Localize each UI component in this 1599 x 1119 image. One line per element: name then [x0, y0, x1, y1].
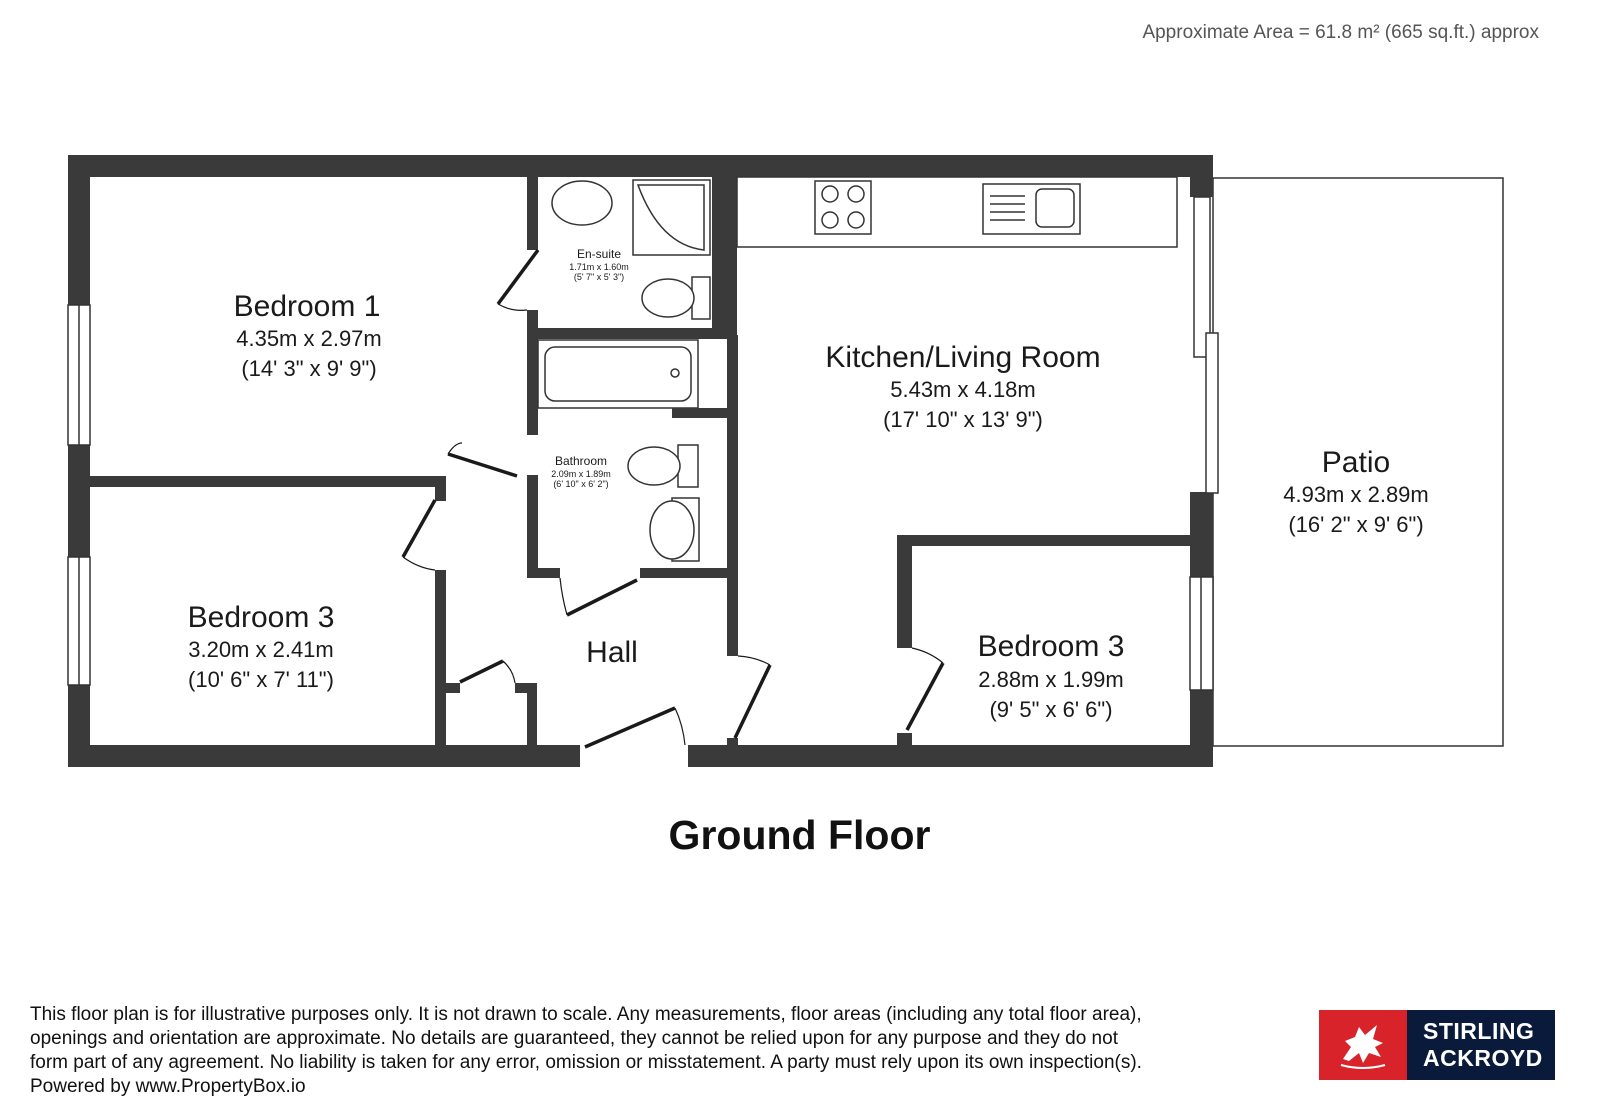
floor-title: Ground Floor	[668, 812, 931, 858]
door-bedroom3-left	[403, 500, 435, 557]
room-imperial-ensuite: (5' 7" x 5' 3")	[573, 272, 625, 282]
ensuite-fixtures	[552, 180, 710, 319]
basin-icon	[552, 181, 612, 225]
kitchen-counter	[737, 177, 1177, 247]
room-imperial-kitchen: (17' 10" x 13' 9")	[883, 407, 1043, 432]
disclaimer-line: form part of any agreement. No liability is taken for any error, omission or misstatement. A party must rely upon its own inspection(s).	[30, 1052, 1142, 1073]
kitchen-fixtures	[737, 177, 1177, 247]
room-name-bathroom: Bathroom	[554, 454, 608, 468]
door-ensuite	[498, 250, 538, 304]
logo-line2: ACKROYD	[1423, 1045, 1543, 1071]
room-name-kitchen: Kitchen/Living Room	[825, 341, 1101, 374]
disclaimer-line: openings and orientation are approximate. No details are guaranteed, they cannot be relied upon for any purpose and they do not	[30, 1028, 1118, 1049]
disclaimer-line: Powered by www.PropertyBox.io	[30, 1076, 306, 1097]
disclaimer	[30, 1003, 1295, 1099]
room-imperial-bedroom3-left: (10' 6" x 7' 11")	[188, 667, 334, 692]
room-metric-patio: 4.93m x 2.89m	[1283, 482, 1429, 507]
room-name-hall: Hall	[586, 636, 638, 669]
room-metric-bedroom3-left: 3.20m x 2.41m	[188, 637, 334, 662]
room-metric-ensuite: 1.71m x 1.60m	[569, 262, 629, 272]
door-bedroom1	[448, 454, 517, 476]
bathroom-fixtures	[538, 340, 727, 561]
room-metric-bedroom1: 4.35m x 2.97m	[236, 326, 382, 351]
room-imperial-patio: (16' 2" x 9' 6")	[1288, 512, 1424, 537]
room-name-ensuite: En-suite	[576, 247, 622, 261]
room-name-patio: Patio	[1321, 446, 1391, 479]
room-name-bedroom3-left: Bedroom 3	[187, 601, 335, 634]
room-metric-kitchen: 5.43m x 4.18m	[890, 377, 1036, 402]
door-cupboard	[460, 661, 503, 682]
door-front	[585, 708, 675, 747]
disclaimer-line: This floor plan is for illustrative purposes only. It is not drawn to scale. Any measurements, floor areas (including any total floor area),	[30, 1004, 1142, 1025]
room-imperial-bedroom1: (14' 3" x 9' 9")	[241, 356, 377, 381]
room-name-bedroom3-right: Bedroom 3	[977, 630, 1125, 663]
room-metric-bedroom3-right: 2.88m x 1.99m	[978, 667, 1124, 692]
approximate-area: Approximate Area = 61.8 m² (665 sq.ft.) approx	[1142, 22, 1539, 43]
door-kitchen	[735, 665, 770, 738]
company-logo	[1319, 1010, 1555, 1080]
dragon-icon	[1319, 1010, 1407, 1080]
toilet-cistern-icon	[678, 445, 698, 487]
door-bedroom3-right	[907, 663, 943, 730]
window-kitchen-2	[1206, 333, 1218, 493]
logo-line1: STIRLING	[1423, 1018, 1535, 1044]
toilet-icon	[642, 279, 694, 317]
room-imperial-bedroom3-right: (9' 5" x 6' 6")	[989, 697, 1113, 722]
room-metric-bathroom: 2.09m x 1.89m	[551, 469, 611, 479]
door-bathroom	[567, 580, 637, 615]
logo-wordmark	[1407, 1010, 1555, 1080]
room-name-bedroom1: Bedroom 1	[233, 290, 381, 323]
toilet-icon	[628, 447, 680, 485]
room-imperial-bathroom: (6' 10" x 6' 2")	[553, 479, 609, 489]
